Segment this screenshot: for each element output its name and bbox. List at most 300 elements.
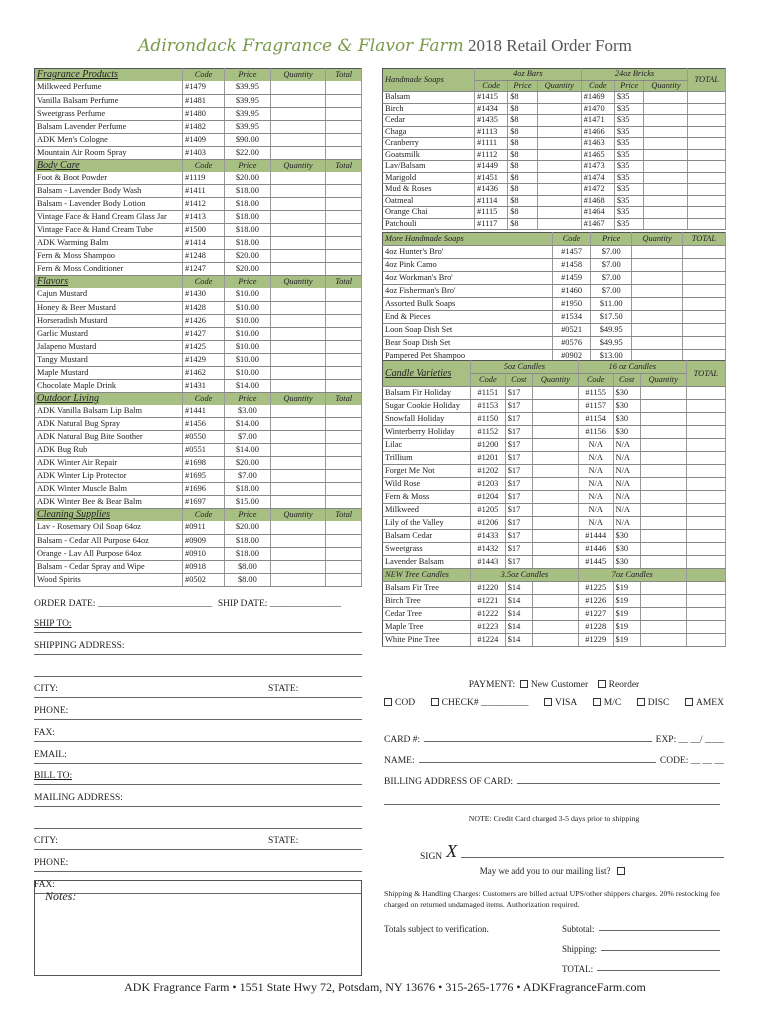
ship-to-label: SHIP TO:: [34, 619, 72, 630]
product-code: #1695: [183, 470, 225, 483]
small-quantity-cell[interactable]: [532, 556, 578, 569]
quantity-cell[interactable]: [270, 94, 326, 107]
total-cell[interactable]: [326, 133, 362, 146]
total-cell[interactable]: [326, 263, 362, 276]
phone-row[interactable]: [34, 698, 362, 720]
total-cell[interactable]: [326, 521, 362, 534]
brick-price: $35: [614, 195, 644, 207]
bar-price: $8: [508, 92, 538, 104]
product-name: ADK Winter Muscle Balm: [35, 483, 183, 496]
bar-price: $8: [508, 103, 538, 115]
total-cell[interactable]: [326, 301, 362, 314]
quantity-cell[interactable]: [632, 259, 682, 272]
bill-to-row[interactable]: [34, 764, 362, 786]
candle-name: Cedar Tree: [383, 608, 471, 621]
brick-quantity-cell[interactable]: [644, 149, 688, 161]
quantity-cell[interactable]: [632, 246, 682, 259]
phone2-row[interactable]: [34, 850, 362, 872]
city2-row[interactable]: [34, 829, 362, 851]
subtotal-row[interactable]: [562, 924, 720, 934]
bar-quantity-cell[interactable]: [537, 115, 581, 127]
bar-code: #1111: [475, 138, 508, 150]
table-row: [383, 259, 726, 272]
product-name: Fern & Moss Conditioner: [35, 263, 183, 276]
total-cell[interactable]: [326, 288, 362, 301]
bar-quantity-cell[interactable]: [537, 103, 581, 115]
quantity-cell[interactable]: [270, 534, 326, 547]
quantity-cell[interactable]: [270, 237, 326, 250]
total-cell[interactable]: [688, 92, 726, 104]
total-cell[interactable]: [326, 496, 362, 509]
small-quantity-cell[interactable]: [532, 452, 578, 465]
brick-quantity-cell[interactable]: [644, 218, 688, 230]
total-cell[interactable]: [326, 185, 362, 198]
large-quantity-cell[interactable]: [640, 530, 686, 543]
large-quantity-cell[interactable]: [640, 543, 686, 556]
small-quantity-cell[interactable]: [532, 530, 578, 543]
brick-code: #1467: [581, 218, 614, 230]
brick-quantity-cell[interactable]: [644, 207, 688, 219]
large-quantity-cell[interactable]: [640, 491, 686, 504]
total-cell[interactable]: [688, 172, 726, 184]
product-code: #0576: [553, 337, 591, 350]
small-quantity-cell[interactable]: [532, 543, 578, 556]
total-cell[interactable]: [326, 172, 362, 185]
brick-quantity-cell[interactable]: [644, 103, 688, 115]
mc-checkbox[interactable]: [593, 698, 601, 706]
table-row: [35, 366, 362, 379]
quantity-cell[interactable]: [270, 120, 326, 133]
total-cell[interactable]: [682, 272, 725, 285]
total-cell[interactable]: [326, 483, 362, 496]
brick-code: #1468: [581, 195, 614, 207]
total-cell[interactable]: [326, 366, 362, 379]
quantity-cell[interactable]: [632, 272, 682, 285]
section-header: [35, 509, 362, 522]
small-quantity-cell[interactable]: [532, 621, 578, 634]
total-cell[interactable]: [326, 81, 362, 94]
table-row: [35, 250, 362, 263]
total-cell[interactable]: [326, 573, 362, 586]
small-quantity-cell[interactable]: [532, 478, 578, 491]
brick-quantity-cell[interactable]: [644, 161, 688, 173]
small-quantity-cell[interactable]: [532, 426, 578, 439]
check-checkbox[interactable]: [431, 698, 439, 706]
total-cell[interactable]: [686, 608, 725, 621]
quantity-cell[interactable]: [270, 521, 326, 534]
total-cell[interactable]: [326, 418, 362, 431]
quantity-cell[interactable]: [270, 405, 326, 418]
customer-form: [34, 590, 362, 894]
total-cell[interactable]: [682, 285, 725, 298]
candle-name: Sugar Cookie Holiday: [383, 400, 471, 413]
product-price: $10.00: [225, 327, 271, 340]
quantity-cell[interactable]: [270, 172, 326, 185]
soaps-group1: 4oz Bars: [475, 69, 582, 81]
small-code: #1433: [471, 530, 506, 543]
product-price: $20.00: [225, 250, 271, 263]
total-cell[interactable]: [686, 478, 725, 491]
quantity-cell[interactable]: [270, 470, 326, 483]
brick-quantity-cell[interactable]: [644, 126, 688, 138]
total-cell[interactable]: [326, 470, 362, 483]
quantity-cell[interactable]: [270, 573, 326, 586]
table-row: [35, 483, 362, 496]
city-row[interactable]: [34, 677, 362, 699]
large-quantity-cell[interactable]: [640, 621, 686, 634]
quantity-cell[interactable]: [270, 211, 326, 224]
sign-row[interactable]: [384, 841, 724, 862]
quantity-cell[interactable]: [270, 483, 326, 496]
total-cell[interactable]: [682, 298, 725, 311]
table-row: [383, 138, 726, 150]
quantity-cell[interactable]: [632, 324, 682, 337]
product-price: $18.00: [225, 211, 271, 224]
candles-group2: 16 oz Candles: [578, 361, 686, 374]
reorder-checkbox[interactable]: [598, 680, 606, 688]
small-quantity-cell[interactable]: [532, 465, 578, 478]
large-quantity-cell[interactable]: [640, 400, 686, 413]
table-row: [35, 327, 362, 340]
large-cost: N/A: [613, 517, 640, 530]
quantity-cell[interactable]: [632, 285, 682, 298]
soap-name: Mud & Roses: [383, 184, 475, 196]
small-cost: $17: [505, 465, 532, 478]
bar-quantity-cell[interactable]: [537, 161, 581, 173]
quantity-cell[interactable]: [270, 263, 326, 276]
soaps-group2: 24oz Bricks: [581, 69, 688, 81]
brick-price: $35: [614, 218, 644, 230]
total-cell[interactable]: [682, 311, 725, 324]
quantity-cell[interactable]: [270, 327, 326, 340]
total-cell[interactable]: [686, 595, 725, 608]
fax-row[interactable]: [34, 720, 362, 742]
mailing-address-line2[interactable]: [34, 807, 362, 829]
card-row[interactable]: [384, 724, 724, 745]
quantity-cell[interactable]: [270, 457, 326, 470]
total-cell[interactable]: [326, 120, 362, 133]
large-quantity-cell[interactable]: [640, 634, 686, 647]
total-cell[interactable]: [326, 146, 362, 159]
total-cell[interactable]: [686, 530, 725, 543]
billing-line2[interactable]: [384, 787, 724, 808]
total-cell[interactable]: [326, 198, 362, 211]
small-quantity-cell[interactable]: [532, 504, 578, 517]
total-cell[interactable]: [326, 431, 362, 444]
total-cell[interactable]: [688, 184, 726, 196]
quantity-cell[interactable]: [270, 198, 326, 211]
large-quantity-cell[interactable]: [640, 556, 686, 569]
total-cell[interactable]: [326, 444, 362, 457]
large-quantity-cell[interactable]: [640, 517, 686, 530]
sign-x: X: [446, 841, 458, 861]
payment-form: [384, 680, 724, 984]
total-cell[interactable]: [686, 582, 725, 595]
column-header: Code: [471, 374, 506, 387]
small-quantity-cell[interactable]: [532, 491, 578, 504]
total-cell[interactable]: [326, 107, 362, 120]
large-quantity-cell[interactable]: [640, 582, 686, 595]
total-cell[interactable]: [686, 413, 725, 426]
name-label: NAME:: [384, 756, 415, 766]
soap-name: Cranberry: [383, 138, 475, 150]
column-header: Total: [326, 159, 362, 172]
mailing-address-row[interactable]: [34, 785, 362, 807]
candles-group1: 5oz Candles: [471, 361, 579, 374]
bar-quantity-cell[interactable]: [537, 126, 581, 138]
product-price: $14.00: [225, 444, 271, 457]
quantity-cell[interactable]: [270, 288, 326, 301]
small-code: #1223: [471, 621, 506, 634]
bar-quantity-cell[interactable]: [537, 149, 581, 161]
product-price: $18.00: [225, 185, 271, 198]
total-cell[interactable]: [326, 379, 362, 392]
large-quantity-cell[interactable]: [640, 426, 686, 439]
product-code: #1481: [183, 94, 225, 107]
product-name: ADK Vanilla Balsam Lip Balm: [35, 405, 183, 418]
total-cell[interactable]: [688, 195, 726, 207]
quantity-cell[interactable]: [270, 185, 326, 198]
shipping-address-row[interactable]: [34, 633, 362, 655]
soap-name: Lav/Balsam: [383, 161, 475, 173]
handmade-soaps-table: [382, 68, 726, 230]
total-cell[interactable]: [688, 207, 726, 219]
ship-to-row[interactable]: [34, 612, 362, 634]
total-cell[interactable]: [688, 126, 726, 138]
quantity-cell[interactable]: [270, 81, 326, 94]
total-cell[interactable]: [326, 237, 362, 250]
total-cell[interactable]: [688, 103, 726, 115]
total-cell[interactable]: [326, 340, 362, 353]
total-cell[interactable]: [686, 556, 725, 569]
large-quantity-cell[interactable]: [640, 608, 686, 621]
name-row[interactable]: [384, 745, 724, 766]
total-cell[interactable]: [686, 634, 725, 647]
total-cell[interactable]: [686, 491, 725, 504]
small-cost: $14: [505, 621, 532, 634]
soaps-title: Handmade Soaps: [383, 69, 475, 92]
quantity-cell[interactable]: [632, 337, 682, 350]
quantity-cell[interactable]: [270, 444, 326, 457]
quantity-cell[interactable]: [270, 379, 326, 392]
quantity-cell[interactable]: [270, 314, 326, 327]
product-code: #1457: [553, 246, 591, 259]
small-quantity-cell[interactable]: [532, 582, 578, 595]
product-name: Vanilla Balsam Perfume: [35, 94, 183, 107]
total-cell[interactable]: [326, 327, 362, 340]
candle-name: White Pine Tree: [383, 634, 471, 647]
quantity-cell[interactable]: [270, 418, 326, 431]
email-label: EMAIL:: [34, 749, 67, 760]
large-quantity-cell[interactable]: [640, 439, 686, 452]
visa-checkbox[interactable]: [544, 698, 552, 706]
total-cell[interactable]: [326, 457, 362, 470]
brick-quantity-cell[interactable]: [644, 184, 688, 196]
new-customer-label: New Customer: [530, 680, 589, 690]
total-cell[interactable]: [682, 324, 725, 337]
large-quantity-cell[interactable]: [640, 595, 686, 608]
total-cell[interactable]: [688, 218, 726, 230]
total-cell[interactable]: [686, 452, 725, 465]
billing-label: BILLING ADDRESS OF CARD:: [384, 777, 514, 787]
brick-price: $35: [614, 126, 644, 138]
product-code: #1409: [183, 133, 225, 146]
large-quantity-cell[interactable]: [640, 413, 686, 426]
column-header: Code: [553, 233, 591, 246]
total-cell[interactable]: [686, 517, 725, 530]
small-quantity-cell[interactable]: [532, 400, 578, 413]
table-row: [35, 340, 362, 353]
brick-quantity-cell[interactable]: [644, 195, 688, 207]
large-quantity-cell[interactable]: [640, 504, 686, 517]
brick-quantity-cell[interactable]: [644, 92, 688, 104]
ship-date-label: SHIP DATE: _______________: [217, 598, 342, 609]
small-quantity-cell[interactable]: [532, 517, 578, 530]
footer: ADK Fragrance Farm • 1551 State Hwy 72, Potsdam, NY 13676 • 315-265-1776 • ADKFragranceFarm.com: [124, 980, 646, 994]
large-code: #1156: [578, 426, 613, 439]
total-cell[interactable]: [326, 405, 362, 418]
large-quantity-cell[interactable]: [640, 465, 686, 478]
total-cell[interactable]: [326, 534, 362, 547]
total-cell[interactable]: [326, 94, 362, 107]
total-cell[interactable]: [686, 439, 725, 452]
candle-name: Lavender Balsam: [383, 556, 471, 569]
billing-row[interactable]: [384, 766, 724, 787]
quantity-cell[interactable]: [270, 146, 326, 159]
product-price: $18.00: [225, 483, 271, 496]
total-cell[interactable]: [686, 426, 725, 439]
total-cell[interactable]: [686, 543, 725, 556]
quantity-cell[interactable]: [270, 340, 326, 353]
totals-verify: Totals subject to verification.: [384, 924, 489, 934]
total-cell[interactable]: [682, 246, 725, 259]
section-title: Outdoor Living: [35, 392, 183, 405]
large-cost: N/A: [613, 491, 640, 504]
small-cost: $17: [505, 387, 532, 400]
brick-quantity-cell[interactable]: [644, 115, 688, 127]
quantity-cell[interactable]: [270, 431, 326, 444]
small-quantity-cell[interactable]: [532, 387, 578, 400]
table-row: [35, 444, 362, 457]
bar-quantity-cell[interactable]: [537, 184, 581, 196]
total-cell[interactable]: [686, 400, 725, 413]
bar-quantity-cell[interactable]: [537, 195, 581, 207]
product-code: #1119: [183, 172, 225, 185]
bar-quantity-cell[interactable]: [537, 207, 581, 219]
column-header: Code: [183, 392, 225, 405]
total-cell[interactable]: [326, 547, 362, 560]
product-code: #0918: [183, 560, 225, 573]
quantity-cell[interactable]: [632, 298, 682, 311]
total-cell[interactable]: [686, 621, 725, 634]
small-quantity-cell[interactable]: [532, 595, 578, 608]
large-quantity-cell[interactable]: [640, 387, 686, 400]
large-quantity-cell[interactable]: [640, 452, 686, 465]
total-cell[interactable]: [326, 314, 362, 327]
total-cell[interactable]: [688, 115, 726, 127]
quantity-cell[interactable]: [270, 107, 326, 120]
product-price: $49.95: [591, 324, 632, 337]
bar-quantity-cell[interactable]: [537, 218, 581, 230]
total-cell[interactable]: [688, 138, 726, 150]
bar-quantity-cell[interactable]: [537, 92, 581, 104]
quantity-cell[interactable]: [270, 547, 326, 560]
bar-quantity-cell[interactable]: [537, 138, 581, 150]
small-code: #1153: [471, 400, 506, 413]
column-header: Price: [225, 392, 271, 405]
small-quantity-cell[interactable]: [532, 413, 578, 426]
shipping-row[interactable]: [562, 944, 720, 954]
bar-price: $8: [508, 161, 538, 173]
notes-box[interactable]: [34, 880, 362, 976]
table-row: [35, 211, 362, 224]
quantity-cell[interactable]: [270, 366, 326, 379]
total-cell[interactable]: [326, 353, 362, 366]
total-cell[interactable]: [326, 250, 362, 263]
total-row[interactable]: [562, 964, 720, 974]
product-code: #0902: [553, 350, 591, 363]
total-cell[interactable]: [688, 149, 726, 161]
small-code: #1204: [471, 491, 506, 504]
quantity-cell[interactable]: [270, 560, 326, 573]
total-cell[interactable]: [686, 465, 725, 478]
email-row[interactable]: [34, 742, 362, 764]
quantity-cell[interactable]: [270, 353, 326, 366]
total-cell[interactable]: [326, 224, 362, 237]
quantity-cell[interactable]: [270, 301, 326, 314]
total-cell[interactable]: [688, 161, 726, 173]
product-code: #0910: [183, 547, 225, 560]
bar-quantity-cell[interactable]: [537, 172, 581, 184]
total-cell[interactable]: [682, 337, 725, 350]
total-cell[interactable]: [686, 504, 725, 517]
brick-quantity-cell[interactable]: [644, 138, 688, 150]
quantity-cell[interactable]: [270, 496, 326, 509]
cod-checkbox[interactable]: [384, 698, 392, 706]
amex-checkbox[interactable]: [685, 698, 693, 706]
shipping-address-line2[interactable]: [34, 655, 362, 677]
small-quantity-cell[interactable]: [532, 439, 578, 452]
new-customer-checkbox[interactable]: [520, 680, 528, 688]
order-date-row[interactable]: [34, 590, 362, 612]
product-name: Cajun Mustard: [35, 288, 183, 301]
small-quantity-cell[interactable]: [532, 634, 578, 647]
total-label: TOTAL:: [562, 964, 594, 974]
card-label: CARD #:: [384, 735, 421, 745]
disc-checkbox[interactable]: [637, 698, 645, 706]
totals-block: [384, 924, 724, 984]
total-cell[interactable]: [326, 560, 362, 573]
large-quantity-cell[interactable]: [640, 478, 686, 491]
table-row: [35, 237, 362, 250]
mailing-list-checkbox[interactable]: [617, 867, 625, 875]
quantity-cell[interactable]: [632, 311, 682, 324]
total-cell[interactable]: [682, 259, 725, 272]
total-cell[interactable]: [326, 211, 362, 224]
product-code: #1462: [183, 366, 225, 379]
total-cell[interactable]: [686, 387, 725, 400]
candle-name: Wild Rose: [383, 478, 471, 491]
quantity-cell[interactable]: [270, 133, 326, 146]
table-row: [383, 298, 726, 311]
quantity-cell[interactable]: [270, 224, 326, 237]
brick-quantity-cell[interactable]: [644, 172, 688, 184]
product-name: Honey & Beer Mustard: [35, 301, 183, 314]
large-code: N/A: [578, 504, 613, 517]
quantity-cell[interactable]: [270, 250, 326, 263]
small-quantity-cell[interactable]: [532, 608, 578, 621]
table-row: [35, 470, 362, 483]
